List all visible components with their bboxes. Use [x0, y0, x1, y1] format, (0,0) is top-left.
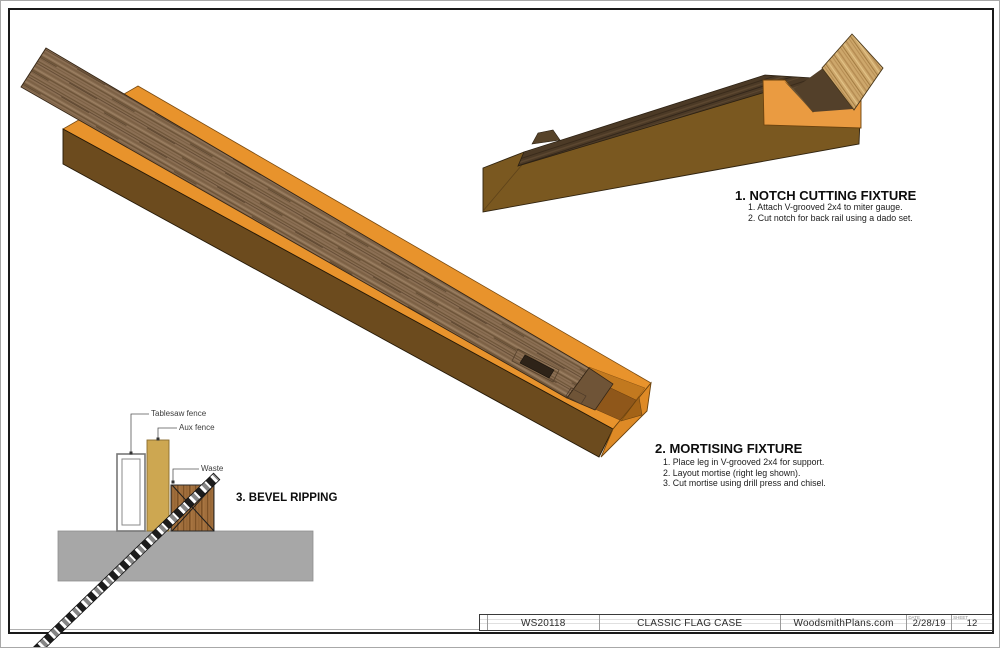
website-text: WoodsmithPlans.com [793, 618, 894, 629]
notch-fixture-heading: 1. NOTCH CUTTING FIXTURE [735, 188, 917, 203]
notch-step-2: 2. Cut notch for back rail using a dado set. [748, 212, 913, 223]
mortising-fixture-heading: 2. MORTISING FIXTURE [655, 441, 803, 456]
illustrations-layer [1, 1, 1000, 648]
plan-title-text: CLASSIC FLAG CASE [637, 618, 743, 629]
sheet-number-text: 12 [966, 618, 978, 629]
aux-fence-label: Aux fence [179, 423, 215, 432]
titleblock-sheet [952, 615, 992, 630]
titleblock-website [781, 615, 908, 630]
tablesaw-fence-label: Tablesaw fence [151, 409, 207, 418]
date-text: 2/28/19 [912, 618, 946, 629]
saw-table [58, 531, 313, 581]
waste-label: Waste [201, 464, 224, 473]
titleblock-plan-title [600, 615, 781, 630]
tablesaw-fence-inner [122, 459, 140, 525]
notch-fixture-illustration [483, 34, 883, 212]
notch-step-1: 1. Attach V-grooved 2x4 to miter gauge. [748, 202, 903, 212]
mortising-step-3: 3. Cut mortise using drill press and chisel. [663, 478, 826, 489]
mortising-fixture-steps [663, 457, 826, 489]
waste-leader [173, 469, 199, 481]
mortising-step-1: 1. Place leg in V-grooved 2x4 for support. [663, 457, 825, 467]
sheet-label: SHEET [953, 615, 969, 620]
title-block [479, 614, 993, 631]
aux-fence-leader [158, 428, 177, 438]
titleblock-date [907, 615, 952, 630]
titleblock-plan-number [488, 615, 600, 630]
leg-board [21, 48, 589, 398]
aux-fence [147, 440, 169, 531]
notch-fixture-steps [748, 202, 913, 223]
mortising-fixture-illustration [21, 48, 651, 457]
date-label: DATE [908, 615, 920, 620]
titleblock-spacer-cell [480, 615, 488, 630]
bevel-ripping-illustration [34, 414, 313, 648]
tablesaw-fence-leader [131, 414, 149, 452]
bevel-ripping-heading: 3. BEVEL RIPPING [236, 492, 338, 504]
mortising-step-2: 2. Layout mortise (right leg shown). [663, 467, 801, 478]
plan-number-text: WS20118 [520, 618, 566, 629]
